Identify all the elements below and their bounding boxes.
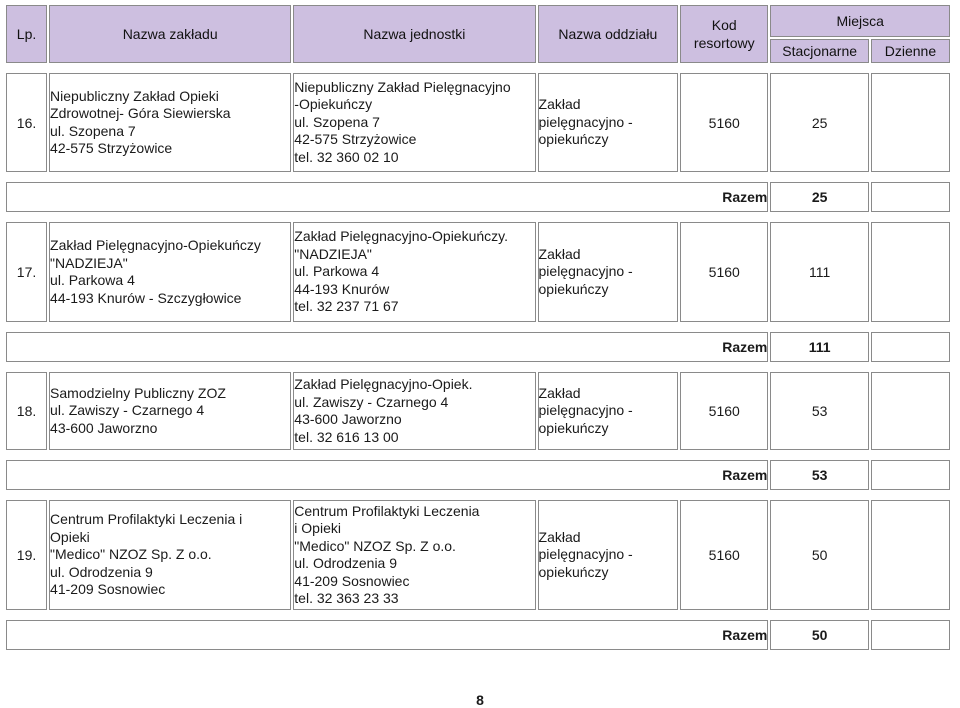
razem-label: Razem xyxy=(6,460,768,490)
text-line: Centrum Profilaktyki Leczenia i xyxy=(50,511,243,528)
row-nazwa-zakladu xyxy=(49,372,291,450)
table-row xyxy=(6,73,950,172)
text-line: i Opieki xyxy=(294,520,341,536)
row-nazwa-jednostki xyxy=(293,222,535,322)
text-line: 43-600 Jaworzno xyxy=(50,419,158,436)
razem-dzienne xyxy=(871,332,950,362)
text-line: 43-600 Jaworzno xyxy=(294,411,402,427)
row-kod-resortowy: 5160 xyxy=(680,73,768,172)
text-line: Zdrowotnej- Góra Siewierska xyxy=(50,105,231,121)
row-kod-resortowy: 5160 xyxy=(680,500,768,610)
row-nazwa-oddzialu xyxy=(538,500,679,610)
text-line: ul. Szopena 7 xyxy=(294,113,380,130)
text-line: Zakład xyxy=(538,384,581,401)
row-nazwa-zakladu xyxy=(49,73,291,172)
table-row xyxy=(6,222,950,322)
text-line: pielęgnacyjno - xyxy=(538,263,633,280)
row-nazwa-oddzialu xyxy=(538,222,679,322)
text-line: ul. Parkowa 4 xyxy=(50,272,135,288)
row-lp: 16. xyxy=(6,73,47,172)
row-nazwa-jednostki xyxy=(293,372,535,450)
text-line: Niepubliczny Zakład Opieki xyxy=(50,87,219,104)
text-line: opiekuńczy xyxy=(538,131,609,148)
razem-value: 53 xyxy=(770,460,869,490)
text-line: Centrum Profilaktyki Leczenia xyxy=(294,502,480,519)
row-nazwa-oddzialu xyxy=(538,372,679,450)
text-line: pielęgnacyjno - xyxy=(538,402,633,419)
razem-label: Razem xyxy=(6,182,768,212)
text-line: tel. 32 363 23 33 xyxy=(294,590,399,606)
text-line: ul. Odrodzenia 9 xyxy=(294,555,398,571)
header-lp: Lp. xyxy=(6,5,47,63)
text-line: opiekuńczy xyxy=(538,563,609,580)
razem-label: Razem xyxy=(6,620,768,650)
row-spacer xyxy=(6,612,950,618)
razem-value: 111 xyxy=(770,332,869,362)
razem-row xyxy=(6,460,950,490)
row-stacjonarne: 53 xyxy=(770,372,869,450)
text-line: "NADZIEJA" xyxy=(50,254,128,271)
text-line: pielęgnacyjno - xyxy=(538,113,633,130)
text-line: "Medico" NZOZ Sp. Z o.o. xyxy=(294,537,456,554)
razem-value: 50 xyxy=(770,620,869,650)
row-dzienne xyxy=(871,222,950,322)
razem-dzienne xyxy=(871,620,950,650)
razem-row xyxy=(6,182,950,212)
row-nazwa-jednostki xyxy=(293,500,535,610)
text-line: tel. 32 616 13 00 xyxy=(294,428,399,445)
text-line: opiekuńczy xyxy=(538,419,609,436)
header-nazwa-zakladu: Nazwa zakładu xyxy=(49,5,291,63)
text-line: -Opiekuńczy xyxy=(294,96,373,113)
text-line: 41-209 Sosnowiec xyxy=(294,572,410,589)
row-dzienne xyxy=(871,372,950,450)
text-line: 41-209 Sosnowiec xyxy=(50,581,166,598)
row-lp: 17. xyxy=(6,222,47,322)
header-stacjonarne: Stacjonarne xyxy=(770,39,869,63)
text-line: tel. 32 237 71 67 xyxy=(294,298,399,315)
text-line: Samodzielny Publiczny ZOZ xyxy=(50,384,226,401)
row-kod-resortowy: 5160 xyxy=(680,222,768,322)
text-line: ul. Odrodzenia 9 xyxy=(50,563,153,580)
row-stacjonarne: 50 xyxy=(770,500,869,610)
text-line: Niepubliczny Zakład Pielęgnacyjno xyxy=(294,78,511,95)
header-miejsca: Miejsca xyxy=(770,5,950,37)
header-nazwa-oddzialu: Nazwa oddziału xyxy=(538,5,679,63)
row-lp: 18. xyxy=(6,372,47,450)
text-line: opiekuńczy xyxy=(538,280,609,297)
table-body xyxy=(6,65,950,650)
razem-dzienne xyxy=(871,182,950,212)
row-dzienne xyxy=(871,500,950,610)
text-line: pielęgnacyjno - xyxy=(538,546,633,563)
row-spacer xyxy=(6,364,950,370)
text-line: Opieki xyxy=(50,528,90,545)
table-row xyxy=(6,372,950,450)
row-nazwa-zakladu xyxy=(49,222,291,322)
table-row xyxy=(6,500,950,610)
text-line: "NADZIEJA" xyxy=(294,245,372,262)
text-line: Zakład Pielęgnacyjno-Opiek. xyxy=(294,376,473,392)
text-line: ul. Zawiszy - Czarnego 4 xyxy=(294,393,449,410)
text-line: 44-193 Knurów xyxy=(294,280,390,297)
table-header xyxy=(6,5,950,63)
row-kod-resortowy: 5160 xyxy=(680,372,768,450)
row-dzienne xyxy=(871,73,950,172)
row-nazwa-jednostki xyxy=(293,73,535,172)
row-stacjonarne: 111 xyxy=(770,222,869,322)
text-line: ul. Zawiszy - Czarnego 4 xyxy=(50,402,205,419)
text-line: ul. Szopena 7 xyxy=(50,122,136,139)
row-spacer xyxy=(6,65,950,71)
row-spacer xyxy=(6,492,950,498)
header-dzienne: Dzienne xyxy=(871,39,950,63)
text-line: 44-193 Knurów - Szczygłowice xyxy=(50,289,242,306)
text-line: Zakład Pielęgnacyjno-Opiekuńczy xyxy=(50,237,261,253)
text-line: "Medico" NZOZ Sp. Z o.o. xyxy=(50,546,212,563)
row-lp: 19. xyxy=(6,500,47,610)
header-kod-resortowy: Kod resortowy xyxy=(680,5,768,63)
razem-dzienne xyxy=(871,460,950,490)
header-nazwa-jednostki: Nazwa jednostki xyxy=(293,5,535,63)
row-spacer xyxy=(6,174,950,180)
text-line: tel. 32 360 02 10 xyxy=(294,148,399,165)
text-line: Zakład Pielęgnacyjno-Opiekuńczy. xyxy=(294,228,509,245)
row-spacer xyxy=(6,452,950,458)
razem-value: 25 xyxy=(770,182,869,212)
text-line: Zakład xyxy=(538,245,581,262)
razem-label: Razem xyxy=(6,332,768,362)
page-number: 8 xyxy=(476,692,484,708)
text-line: ul. Parkowa 4 xyxy=(294,263,380,280)
row-nazwa-zakladu xyxy=(49,500,291,610)
row-stacjonarne: 25 xyxy=(770,73,869,172)
razem-row xyxy=(6,332,950,362)
razem-row xyxy=(6,620,950,650)
row-spacer xyxy=(6,324,950,330)
text-line: Zakład xyxy=(538,528,581,545)
text-line: 42-575 Strzyżowice xyxy=(294,131,417,148)
text-line: Zakład xyxy=(538,96,581,113)
row-spacer xyxy=(6,214,950,220)
facilities-table xyxy=(4,3,952,652)
row-nazwa-oddzialu xyxy=(538,73,679,172)
text-line: 42-575 Strzyżowice xyxy=(50,140,173,156)
